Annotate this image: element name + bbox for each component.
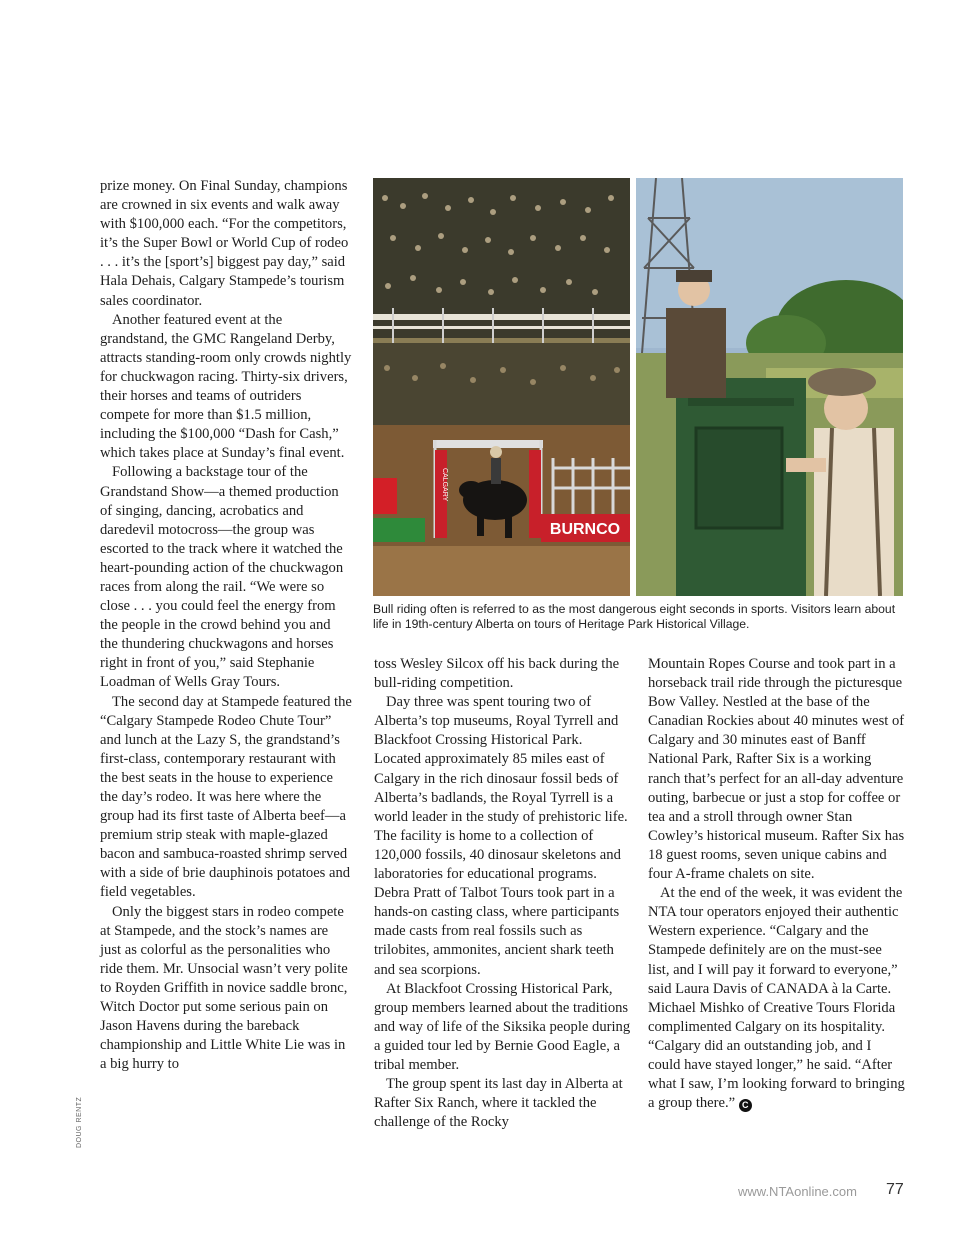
paragraph: At Blackfoot Crossing Historical Park, group members learned about the traditions and way of life of the Siksika people during a guided tour led by Bernie Good Eagle, a tribal member. bbox=[374, 980, 631, 1073]
photo-caption: Bull riding often is referred to as the most dangerous eight seconds in sports. Visitors learn about life in 19th-century Alberta on tours of Heritage Park Historical Village. bbox=[373, 602, 896, 632]
footer-url[interactable]: www.NTAonline.com bbox=[738, 1184, 857, 1199]
paragraph: Mountain Ropes Course and took part in a horseback trail ride through the picturesque Bow Valley. Nestled at the base of the Canadian Rockies about 40 minutes west of Calgary and 30 minutes east of Banff National Park, Rafter Six is a working ranch that’s perfect for an all-day adventure outing, barbecue or just a stop for coffee or tea and a stroll through owner Stan Cowley’s historical museum. Rafter Six has 18 guest rooms, seven unique cabins and four A-frame chalets on site. bbox=[648, 656, 905, 883]
article-column-3 bbox=[648, 655, 906, 1113]
paragraph: toss Wesley Silcox off his back during the bull-riding competition. bbox=[374, 656, 620, 692]
paragraph: prize money. On Final Sunday, champions are crowned in six events and walk away with $100,000 each. “For the competitors, it’s the Super Bowl or World Cup of rodeo . . . it’s the [sport’s] biggest pay day,” said Hala Dehais, Calgary Stampede’s tourism sales coordinator. bbox=[100, 178, 349, 309]
paragraph: The group spent its last day in Alberta at Rafter Six Ranch, where it tackled the challenge of the Rocky bbox=[374, 1076, 623, 1131]
article-column-1 bbox=[100, 177, 352, 1074]
paragraph: Another featured event at the grandstand, the GMC Rangeland Derby, attracts standing-room only crowds nightly for chuckwagon racing. Thirty-six drivers, their horses and teams of outriders compete for more than $1.5 million, including the $100,000 “Dash for Cash,” which takes place at Sunday’s final event. bbox=[100, 311, 352, 462]
page-number: 77 bbox=[886, 1181, 904, 1198]
chute-sign: CALGARY bbox=[441, 468, 448, 502]
paragraph: The second day at Stampede featured the “Calgary Stampede Rodeo Chute Tour” and lunch at the Lazy S, the grandstand’s first-class, contemporary restaurant with the best seats in the house to experience the day’s rodeo. It was here where the group had its first taste of Alberta beef—a premium strip steak with maple-glazed bacon and sambuca-roasted shrimp served with a side of brie dauphinois potatoes and field vegetables. bbox=[100, 693, 352, 901]
paragraph-text: At the end of the week, it was evident the NTA tour operators enjoyed their authentic Western experience. “Calgary and the Stampede definitely are on the must-see list, and I will pay it forward to everyone,” said Laura Davis of CANADA à la Carte. Michael Mishko of Creative Tours Florida complimented Calgary on its hospitality. “Calgary did an outstanding job, and I could have stayed longer,” he said. “After what I saw, I’m looking forward to bringing a group there.” bbox=[648, 885, 905, 1112]
article-column-2 bbox=[374, 655, 632, 1132]
photo-heritage-park bbox=[636, 178, 903, 596]
photo-bull-riding bbox=[373, 178, 630, 596]
end-mark-icon: C bbox=[739, 1099, 752, 1112]
banner-text: BURNCO bbox=[549, 521, 621, 538]
paragraph: Day three was spent touring two of Alberta’s top museums, Royal Tyrrell and Blackfoot Crossing Historical Park. Located approximately 85 miles east of Calgary in the rich dinosaur fossil beds of Alberta’s badlands, the Royal Tyrrell is a world leader in the study of prehistoric life. The facility is home to a collection of 120,000 fossils, 40 dinosaur skeletons and laboratories for educational programs. Debra Pratt of Talbot Tours took part in a hands-on casting class, where participants made casts from real fossils such as trilobites, ammonites, ancient shark teeth and sea scorpions. bbox=[374, 694, 628, 978]
paragraph: Following a backstage tour of the Grandstand Show—a themed production of singing, dancing, acrobatics and daredevil motocross—the group was escorted to the track where it watched the heart-pounding action of the chuckwagon races from along the rail. “We were so close . . . you could feel the energy from the people in the crowd behind you and the thundering chuckwagons and horses right in front of you,” said Stephanie Loadman of Wells Gray Tours. bbox=[100, 464, 344, 691]
paragraph: Only the biggest stars in rodeo compete at Stampede, and the stock’s names are just as colorful as the personalities who ride them. Mr. Unsocial wasn’t very polite to Royden Griffith in novice saddle bronc, Witch Doctor put some serious pain on Jason Havens during the bareback championship and Little White Lie was in a big hurry to bbox=[100, 903, 348, 1073]
paragraph-last bbox=[648, 884, 906, 1113]
photo-credit: DOUG RENTZ bbox=[76, 1096, 83, 1148]
